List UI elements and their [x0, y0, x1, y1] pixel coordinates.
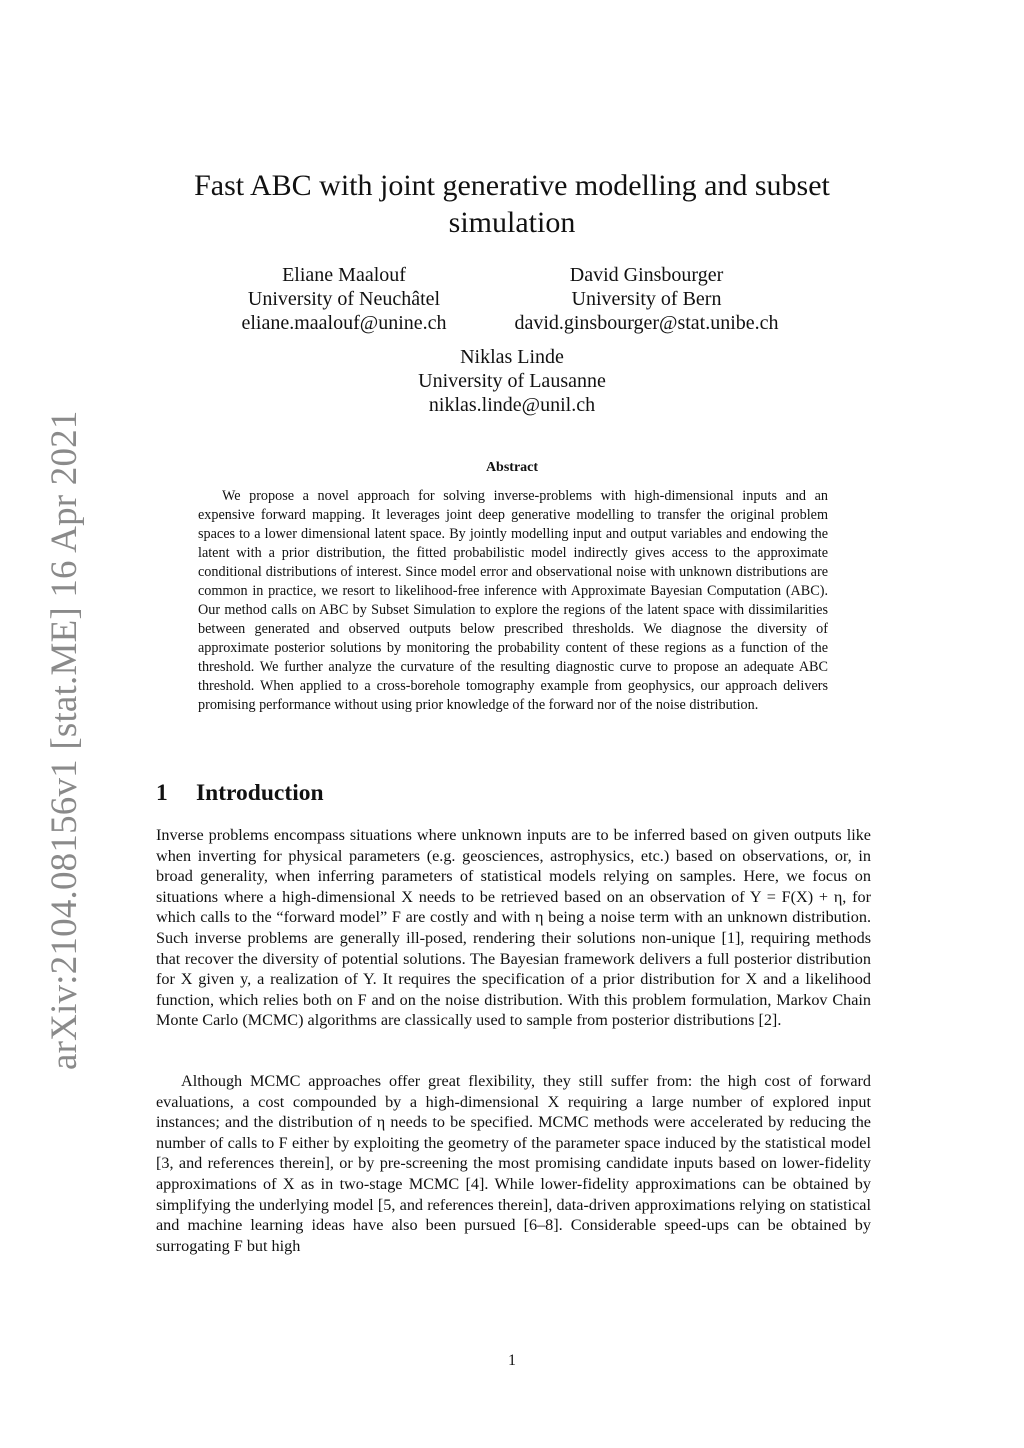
author-email: niklas.linde@unil.ch: [428, 394, 596, 416]
arxiv-identifier: arXiv:2104.08156v1 [stat.ME] 16 Apr 2021: [44, 410, 85, 1070]
abstract-text: We propose a novel approach for solving inverse-problems with high-dimensional inputs and an expensive forward mapping. It leverages joint deep generative modelling to transfer the original problem spaces to a lower dimensional latent space. By jointly modelling input and output variables and endowing the latent with a prior distribution, the fitted probabilistic model indirectly gives access to the approximate conditional distributions of interest. Since model error and observational noise with unknown distributions are common in practice, we resort to likelihood-free inference with Approximate Bayesian Computation (ABC). Our method calls on ABC by Subset Simulation to explore the regions of the latent space with dissimilarities between generated and observed outputs below prescribed thresholds. We diagnose the diversity of approximate posterior solutions by monitoring the probability content of these regions as a function of the threshold. We further analyze the curvature of the resulting diagnostic curve to propose an adequate ABC threshold. When applied to a cross-borehole tomography example from geophysics, our approach delivers promising performance without using prior knowledge of the forward nor of the noise distribution.: [198, 488, 828, 713]
page-number: 1: [508, 1352, 516, 1369]
author-name: Niklas Linde: [460, 346, 564, 368]
section-number: 1: [156, 780, 168, 806]
author-block: [372, 345, 652, 417]
author-block: [224, 263, 464, 335]
author-affiliation: University of Neuchâtel: [247, 288, 441, 310]
body-paragraph: Inverse problems encompass situations where unknown inputs are to be inferred based on given outputs like when inverting for physical parameters (e.g. geosciences, astrophysics, etc.) based on observations, or, in broad generality, when inferring parameters of statistical models relying on samples. Here, we focus on situations where a high-dimensional X needs to be retrieved based on an observation of Y = F(X) + η, for which calls to the “forward model” F are costly and with η being a noise term with an unknown distribution. Such inverse problems are generally ill-posed, rendering their solutions non-unique [1], requiring methods that recover the diversity of potential solutions. The Bayesian framework delivers a full posterior distribution for X given y, a realization of Y. It requires the specification of a prior distribution for X and a likelihood function, which relies both on F and on the noise distribution. With this problem formulation, Markov Chain Monte Carlo (MCMC) algorithms are classically used to sample from posterior distributions [2].: [156, 826, 871, 1030]
author-email: eliane.maalouf@unine.ch: [241, 312, 447, 334]
author-affiliation: University of Bern: [571, 288, 722, 310]
abstract-heading: Abstract: [485, 460, 539, 475]
author-email: david.ginsbourger@stat.unibe.ch: [514, 312, 779, 334]
paper-title: Fast ABC with joint generative modelling and subset simulation: [194, 169, 830, 239]
author-name: David Ginsbourger: [569, 264, 724, 286]
body-paragraph: Although MCMC approaches offer great flexibility, they still suffer from: the high cost of forward evaluations, a cost compounded by a high-dimensional X requiring a large number of explored input instances; and the distribution of η needs to be specified. MCMC methods were accelerated by reducing the number of calls to F either by exploiting the geometry of the parameter space induced by the statistical model [3, and references therein], or by pre-screening the most promising candidate inputs based on lower-fidelity approximations of X as in two-stage MCMC [4]. While lower-fidelity approximations can be obtained by simplifying the underlying model [5, and references therein], data-driven approximations relying on statistical and machine learning ideas have also been pursued [6–8]. Considerable speed-ups can be obtained by surrogating F but high: [156, 1072, 871, 1255]
author-block: [484, 263, 809, 335]
author-name: Eliane Maalouf: [282, 264, 406, 286]
section-title: Introduction: [196, 780, 324, 806]
section-heading: [156, 780, 324, 807]
author-affiliation: University of Lausanne: [418, 370, 606, 392]
